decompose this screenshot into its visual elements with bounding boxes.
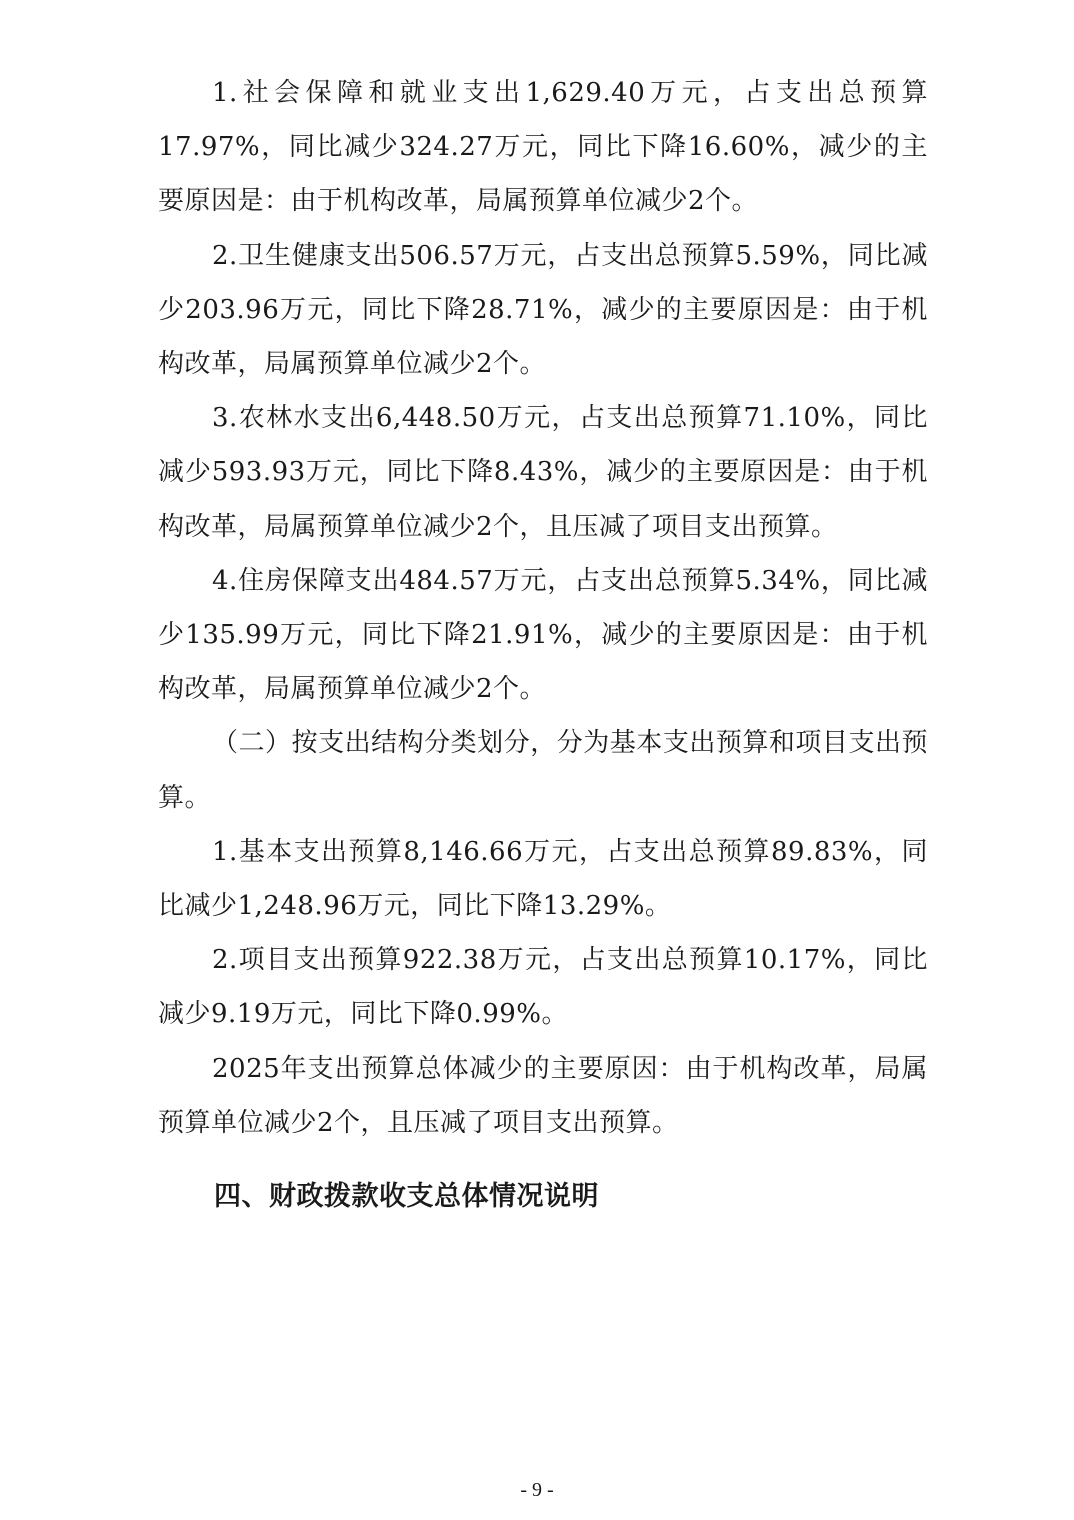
paragraph-agriculture: 3.农林水支出6,448.50万元，占支出总预算71.10%，同比减少593.93万元，同比下降8.43%，减少的主要原因是：由于机构改革，局属预算单位减少2个，且压减了项目支出预算。 (158, 403, 928, 542)
paragraph-health: 2.卫生健康支出506.57万元，占支出总预算5.59%，同比减少203.96万元，同比下降28.71%，减少的主要原因是：由于机构改革，局属预算单位减少2个。 (158, 240, 928, 380)
paragraph-project-expenditure: 2.项目支出预算922.38万元，占支出总预算10.17%，同比减少9.19万元，同比下降0.99%。 (158, 945, 928, 1030)
paragraph-summary-reason: 2025年支出预算总体减少的主要原因：由于机构改革，局属预算单位减少2个，且压减了项目支出预算。 (158, 1053, 928, 1138)
page-number: - 9 - (520, 1479, 554, 1501)
section-heading: 四、财政拨款收支总体情况说明 (214, 1181, 599, 1212)
paragraph-housing: 4.住房保障支出484.57万元，占支出总预算5.34%，同比减少135.99万元，同比下降21.91%，减少的主要原因是：由于机构改革，局属预算单位减少2个。 (158, 565, 928, 705)
paragraph-social-security: 1.社会保障和就业支出1,629.40万元，占支出总预算17.97%，同比减少324.27万元，同比下降16.60%，减少的主要原因是：由于机构改革，局属预算单位减少2个。 (158, 78, 928, 217)
paragraph-structure-subheading: （二）按支出结构分类划分，分为基本支出预算和项目支出预算。 (158, 728, 928, 813)
paragraph-basic-expenditure: 1.基本支出预算8,146.66万元，占支出总预算89.83%，同比减少1,248.96万元，同比下降13.29%。 (158, 836, 928, 922)
document-body (158, 66, 928, 1150)
